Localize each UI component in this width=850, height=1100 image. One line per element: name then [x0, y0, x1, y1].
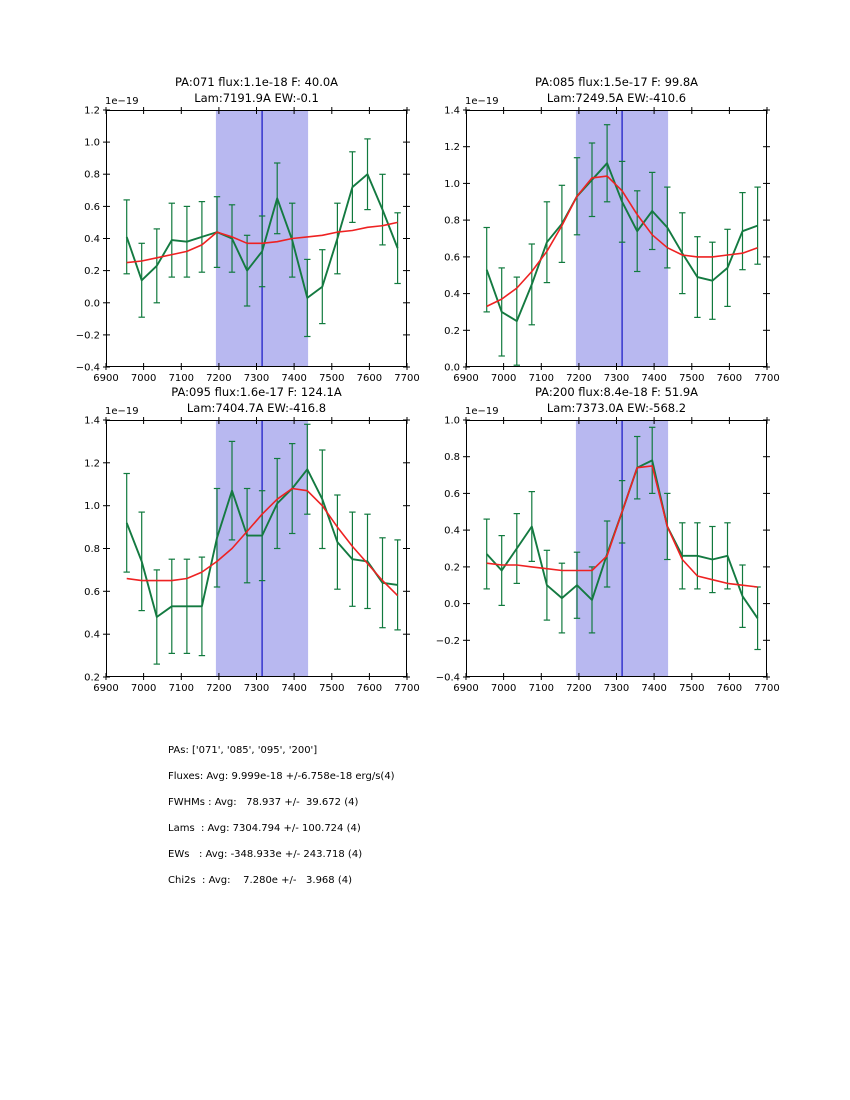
x-tick-label: 7700	[394, 683, 420, 694]
y-tick-label: 1.0	[84, 137, 100, 149]
y-tick-label: 0.0	[444, 362, 460, 374]
y-tick-label: 1.0	[84, 501, 100, 513]
plot-title: PA:085 flux:1.5e-17 F: 99.8A	[534, 75, 699, 89]
x-tick-label: 7400	[641, 683, 667, 694]
x-tick-label: 6900	[453, 373, 479, 384]
x-tick-label: 7500	[319, 683, 345, 694]
x-tick-label: 7500	[319, 373, 345, 384]
plot-subtitle: Lam:7373.0A EW:-568.2	[546, 401, 687, 415]
x-tick-label: 7000	[130, 373, 157, 384]
x-tick-label: 7600	[716, 683, 743, 694]
x-tick-label: 7300	[603, 373, 630, 384]
y-tick-label: 1.2	[84, 105, 100, 117]
x-tick-label: 7400	[641, 373, 667, 384]
subplot-2	[84, 385, 420, 694]
summary-line-fluxes: Fluxes: Avg: 9.999e-18 +/-6.758e-18 erg/s(4)	[168, 771, 395, 782]
y-tick-label: 0.8	[444, 215, 460, 227]
y-tick-label: 1.2	[444, 142, 460, 154]
summary-line-ews: EWs : Avg: -348.933e +/- 243.718 (4)	[168, 849, 363, 860]
plot-subtitle: Lam:7191.9A EW:-0.1	[194, 91, 319, 105]
y-tick-label: −0.4	[435, 672, 460, 684]
subplot-3	[436, 385, 780, 694]
x-tick-label: 7400	[281, 373, 307, 384]
y-tick-label: 1.4	[444, 105, 460, 117]
plot-subtitle: Lam:7404.7A EW:-416.8	[186, 401, 327, 415]
fit-summary	[168, 738, 395, 894]
summary-line-pas: PAs: ['071', '085', '095', '200']	[168, 745, 318, 756]
y-tick-label: 0.2	[84, 266, 100, 278]
x-tick-label: 7100	[528, 373, 555, 384]
x-tick-label: 6900	[453, 683, 479, 694]
x-tick-label: 7000	[490, 373, 517, 384]
x-tick-label: 7700	[754, 683, 780, 694]
plot-title: PA:095 flux:1.6e-17 F: 124.1A	[171, 385, 342, 399]
x-tick-label: 7600	[356, 373, 383, 384]
y-tick-label: 0.6	[444, 252, 460, 264]
y-tick-label: 0.6	[84, 201, 100, 213]
x-tick-label: 7300	[243, 683, 270, 694]
subplot-1	[444, 75, 780, 384]
x-tick-label: 7400	[281, 683, 307, 694]
summary-line-chi2s: Chi2s : Avg: 7.280e +/- 3.968 (4)	[168, 875, 353, 886]
y-tick-label: −0.2	[75, 330, 100, 342]
y-offset-label: 1e−19	[465, 96, 499, 107]
y-tick-label: 0.4	[84, 234, 100, 245]
y-tick-label: 0.8	[84, 544, 100, 555]
y-tick-label: 0.8	[444, 452, 460, 464]
plot-title: PA:071 flux:1.1e-18 F: 40.0A	[174, 75, 339, 89]
x-tick-label: 7300	[603, 683, 630, 694]
x-tick-label: 7300	[243, 373, 270, 384]
x-tick-label: 7000	[490, 683, 517, 694]
x-tick-label: 7000	[130, 683, 157, 694]
x-tick-label: 7600	[716, 373, 743, 384]
x-tick-label: 6900	[93, 683, 119, 694]
x-tick-label: 7700	[754, 373, 780, 384]
y-tick-label: 0.2	[444, 562, 460, 574]
y-tick-label: 0.0	[444, 599, 460, 611]
y-tick-label: 1.0	[444, 415, 460, 427]
y-tick-label: −0.2	[435, 635, 460, 647]
y-tick-label: 0.2	[84, 672, 100, 684]
x-tick-label: 7700	[394, 373, 420, 384]
y-tick-label: 0.4	[444, 525, 460, 537]
subplot-0	[76, 75, 420, 384]
y-tick-label: 0.0	[84, 298, 100, 310]
y-offset-label: 1e−19	[465, 406, 499, 417]
y-tick-label: 0.6	[444, 488, 460, 500]
x-tick-label: 7200	[566, 683, 592, 694]
y-tick-label: −0.4	[75, 362, 100, 374]
y-tick-label: 0.2	[444, 325, 460, 337]
plot-subtitle: Lam:7249.5A EW:-410.6	[546, 91, 687, 105]
x-tick-label: 7200	[206, 373, 232, 384]
y-tick-label: 0.8	[84, 169, 100, 181]
x-tick-label: 7100	[168, 683, 195, 694]
x-tick-label: 7600	[356, 683, 383, 694]
y-offset-label: 1e−19	[105, 96, 139, 107]
x-tick-label: 7200	[566, 373, 592, 384]
summary-line-fwhms: FWHMs : Avg: 78.937 +/- 39.672 (4)	[168, 797, 359, 808]
x-tick-label: 7100	[528, 683, 555, 694]
x-tick-label: 7500	[679, 373, 705, 384]
x-tick-label: 6900	[93, 373, 119, 384]
summary-line-lams: Lams : Avg: 7304.794 +/- 100.724 (4)	[168, 823, 361, 834]
x-tick-label: 7200	[206, 683, 232, 694]
y-tick-label: 0.4	[84, 629, 100, 641]
y-offset-label: 1e−19	[105, 406, 139, 417]
plot-title: PA:200 flux:8.4e-18 F: 51.9A	[534, 385, 699, 399]
y-tick-label: 1.0	[444, 178, 460, 190]
y-tick-label: 0.4	[444, 289, 460, 301]
x-tick-label: 7500	[679, 683, 705, 694]
y-tick-label: 1.4	[84, 415, 100, 427]
x-tick-label: 7100	[168, 373, 195, 384]
y-tick-label: 1.2	[84, 458, 100, 470]
y-tick-label: 0.6	[84, 586, 100, 598]
